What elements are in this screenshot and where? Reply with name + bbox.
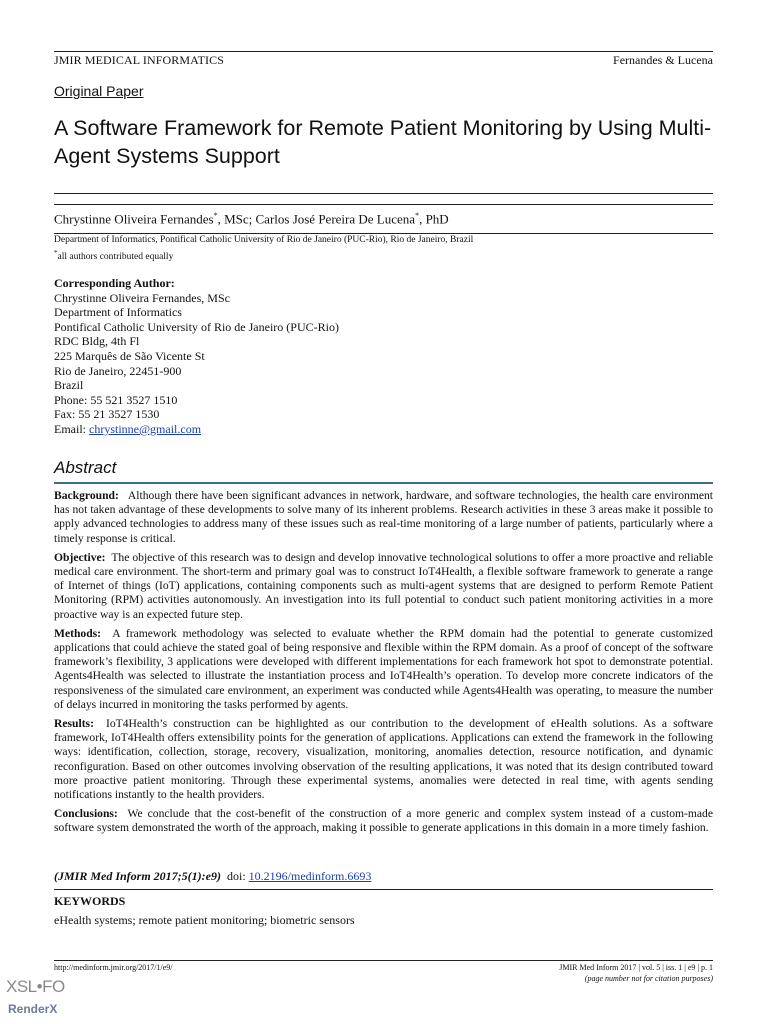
- equal-note-text: all authors contributed equally: [57, 252, 174, 263]
- abstract-heading: Abstract: [54, 458, 117, 477]
- background-text: Although there have been significant advances in network, hardware, and software technologies, the health care environment has not taken advantage of these developments to solve many of its inherent problems. Research activities in these 3 areas make it possible to apply advanced technologies to address many of these issues such as real-time monitoring of a large number of patients, particularly where a timely response is critical.: [54, 489, 713, 545]
- citation-line: [54, 869, 371, 884]
- equal-contribution-note: [54, 249, 173, 262]
- abstract-body: [54, 489, 713, 841]
- running-authors: Fernandes & Lucena: [613, 53, 713, 67]
- corresponding-line: Fax: 55 21 3527 1530: [54, 407, 160, 422]
- author-2-name: Carlos José Pereira De Lucena: [255, 211, 416, 227]
- corresponding-line: Department of Informatics: [54, 305, 182, 320]
- title-rule-top: [54, 193, 713, 194]
- keywords-text: eHealth systems; remote patient monitoring; biometric sensors: [54, 913, 355, 927]
- background-label: Background:: [54, 489, 119, 502]
- corresponding-line: Brazil: [54, 378, 84, 393]
- corresponding-line: Rio de Janeiro, 22451-900: [54, 363, 182, 378]
- email-line: [54, 422, 339, 437]
- footer-url: http://medinform.jmir.org/2017/1/e9/: [54, 963, 173, 972]
- title-rule-bottom: [54, 204, 713, 205]
- author-list: [54, 211, 449, 227]
- corresponding-line: RDC Bldg, 4th Fl: [54, 334, 140, 349]
- author-2-mark: *: [415, 211, 420, 220]
- keywords-rule: [54, 889, 713, 890]
- abstract-objective: [54, 551, 713, 622]
- email-label: Email:: [54, 421, 89, 436]
- header-rule: [54, 51, 713, 52]
- corresponding-line: 225 Marquês de São Vicente St: [54, 348, 205, 363]
- journal-name: JMIR MEDICAL INFORMATICS: [54, 53, 224, 67]
- corresponding-author-label: Corresponding Author:: [54, 276, 175, 290]
- corresponding-line: Pontifical Catholic University of Rio de Janeiro (PUC-Rio): [54, 319, 339, 334]
- authors-rule: [54, 233, 713, 234]
- citation-ref: (JMIR Med Inform 2017;5(1):e9): [54, 869, 221, 883]
- conclusions-text: We conclude that the cost-benefit of the construction of a more generic and complex system instead of a custom-made software system demonstrated the worth of the approach, making it possible to generate applications in this domain in a more timely fashion.: [54, 807, 713, 835]
- author-1-name: Chrystinne Oliveira Fernandes: [54, 211, 214, 227]
- objective-text: The objective of this research was to design and develop innovative technological solutions to offer a more proactive and reliable medical care environment. The short-term and primary goal was to construct IoT4Health, a flexible software framework to generate a range of Internet of things (IoT) applications, containing components such as multi-agent systems that are designed to perform Remote Patient Monitoring (RPM) activities autonomously. An investigation into its full potential to conduct such patient monitoring activities in a more proactive way is an expected future step.: [54, 550, 713, 621]
- corresponding-author-block: [54, 276, 339, 437]
- results-text: IoT4Health’s construction can be highlighted as our contribution to the development of eHealth solutions. As a software framework, IoT4Health offers extensibility points for the generation of applications. Applications can extend the framework in the following ways: identification, collection, storage, recovery, visualization, monitoring, anomalies detection, resource notification, and dynamic reconfiguration. Based on other outcomes involving observation of the resulting applications, it was noted that its design contributed toward more proactive patient monitoring. Through these experimental systems, anomalies were detected in real time, with agents sending notifications instantly to the health providers.: [54, 717, 713, 802]
- keywords-heading: KEYWORDS: [54, 894, 126, 908]
- doi-label: doi:: [227, 869, 246, 883]
- renderx-logo: RenderX: [8, 1002, 58, 1016]
- results-label: Results:: [54, 717, 94, 731]
- abstract-rule: [54, 482, 713, 484]
- author-1-mark: *: [213, 211, 218, 220]
- footer-reference: JMIR Med Inform 2017 | vol. 5 | iss. 1 | e9 | p. 1: [559, 963, 713, 972]
- email-link[interactable]: chrystinne@gmail.com: [89, 421, 202, 436]
- author-2-degree: , PhD: [419, 211, 449, 227]
- abstract-methods: [54, 627, 713, 712]
- equal-note-mark: *: [54, 249, 58, 257]
- methods-label: Methods:: [54, 626, 102, 640]
- doi-link[interactable]: 10.2196/medinform.6693: [248, 869, 372, 883]
- article-type: Original Paper: [54, 83, 144, 99]
- conclusions-label: Conclusions:: [54, 807, 118, 821]
- footer-note: (page number not for citation purposes): [584, 974, 713, 983]
- paper-title: A Software Framework for Remote Patient Monitoring by Using Multi-Agent Systems Support: [54, 116, 712, 168]
- corresponding-line: Chrystinne Oliveira Fernandes, MSc: [54, 290, 230, 305]
- author-1-degree: , MSc;: [217, 211, 256, 227]
- objective-label: Objective:: [54, 550, 106, 564]
- abstract-results: [54, 717, 713, 802]
- abstract-conclusions: [54, 807, 713, 835]
- footer-rule: [54, 960, 713, 961]
- abstract-background: [54, 489, 713, 546]
- xslfo-logo: XSL•FO: [6, 977, 65, 996]
- corresponding-line: Phone: 55 521 3527 1510: [54, 392, 178, 407]
- methods-text: A framework methodology was selected to evaluate whether the RPM domain had the potential to generate customized applications that could achieve the stated goal of being responsive and flexible within the RPM domain. As a proof of concept of the software framework’s flexibility, 3 applications were developed with different implementations for each framework hot spot to demonstrate potential. Agents4Health was selected to illustrate the instantiation process and IoT4Health’s operation. To develop more concrete indicators of the responsiveness of the simulated care environment, an experiment was conducted while Agents4Health was operating, to measure the number of delays incurred in monitoring the tasks performed by agents.: [54, 626, 713, 711]
- affiliation: Department of Informatics, Pontifical Catholic University of Rio de Janeiro (PUC-Rio), Rio de Janeiro, Brazil: [54, 235, 474, 245]
